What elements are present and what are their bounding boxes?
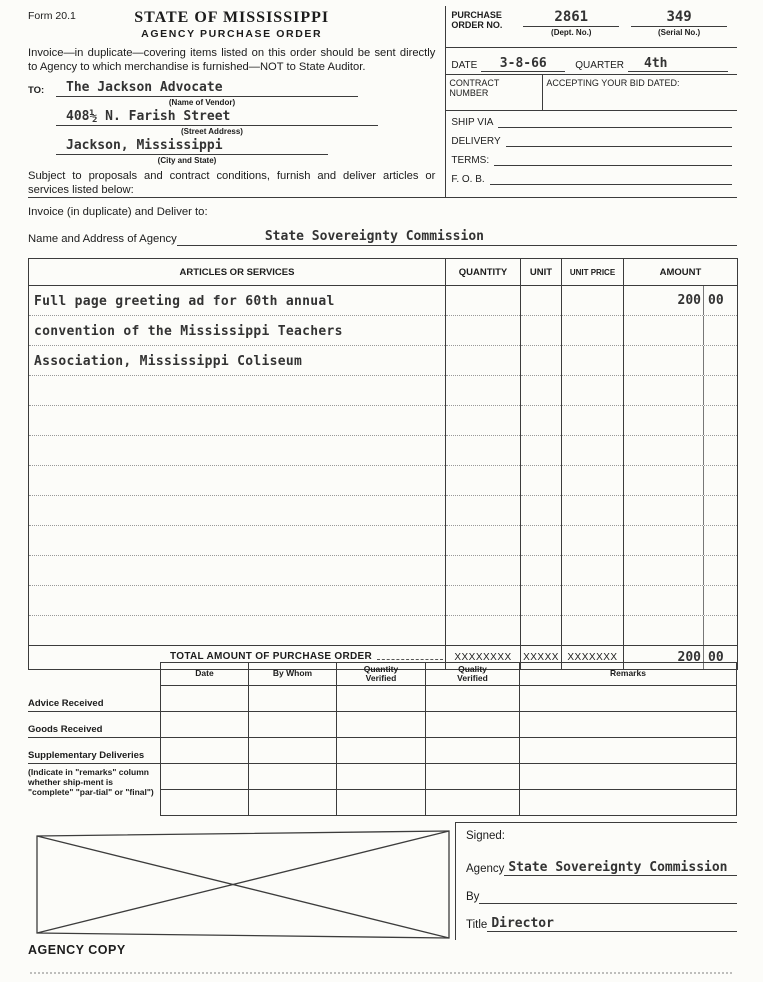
amount-header: AMOUNT — [624, 259, 738, 286]
form-subtitle: AGENCY PURCHASE ORDER — [141, 28, 323, 40]
purchase-order-number-row — [446, 6, 737, 48]
vendor-city-value: Jackson, Mississippi — [66, 138, 223, 154]
deliver-to-section — [28, 200, 737, 246]
articles-header: ARTICLES OR SERVICES — [29, 259, 446, 286]
vendor-city-line — [56, 136, 328, 155]
quarter-label: QUARTER — [575, 60, 624, 71]
item-qty-cell — [446, 496, 521, 526]
total-unit-fill: XXXXX — [521, 646, 562, 670]
terms-field — [446, 149, 737, 168]
purchase-order-label-line2: ORDER NO. — [451, 20, 503, 30]
item-price-cell — [562, 586, 624, 616]
item-unit-cell — [521, 406, 562, 436]
item-amount-cell — [624, 286, 738, 316]
date-label: DATE — [451, 60, 478, 71]
item-unit-cell — [521, 346, 562, 376]
verify-label-column-header — [28, 662, 160, 686]
serial-no-field — [625, 8, 733, 47]
total-unit-price-fill: XXXXXXX — [562, 646, 624, 670]
header-left-column — [28, 6, 445, 197]
item-price-cell — [562, 556, 624, 586]
item-qty-cell — [446, 556, 521, 586]
item-amount-cell — [624, 346, 738, 376]
item-qty-cell — [446, 436, 521, 466]
total-amount-cents: 00 — [708, 650, 724, 665]
crossed-out-box — [36, 830, 451, 940]
item-price-cell — [562, 316, 624, 346]
vendor-city-caption: (City and State) — [157, 156, 217, 166]
item-desc-cell — [29, 346, 446, 376]
item-qty-cell — [446, 316, 521, 346]
verify-cell — [249, 712, 337, 738]
item-price-cell — [562, 376, 624, 406]
vendor-name-caption: (Name of Vendor) — [168, 98, 236, 108]
title-signature-line — [487, 916, 737, 932]
contract-number-label: CONTRACT NUMBER — [446, 75, 543, 110]
form-header-section — [28, 6, 737, 198]
item-desc-cell — [29, 526, 446, 556]
item-amount-dollars: 200 — [677, 293, 701, 308]
item-row — [29, 616, 738, 646]
supplementary-deliveries-label: Supplementary Deliveries — [28, 738, 160, 764]
item-row — [29, 526, 738, 556]
item-amount-cell — [624, 616, 738, 646]
item-desc-cell — [29, 376, 446, 406]
agency-label: Agency — [466, 863, 505, 875]
verify-cell — [426, 686, 520, 712]
remarks-note: (Indicate in "remarks" column whether ship-ment is "complete" "par-tial" or "final") — [28, 767, 154, 797]
item-unit-cell — [521, 436, 562, 466]
header-right-column — [445, 6, 737, 197]
item-amount-cell — [624, 556, 738, 586]
verify-cell — [337, 712, 426, 738]
subject-note: Subject to proposals and contract conditions, furnish and deliver articles or services listed below: — [28, 170, 436, 196]
advice-received-label: Advice Received — [28, 686, 160, 712]
item-price-cell — [562, 616, 624, 646]
item-unit-cell — [521, 376, 562, 406]
item-amount-cell — [624, 436, 738, 466]
verify-header-quantity-verified — [337, 662, 426, 686]
quantity-header: QUANTITY — [446, 259, 521, 286]
verify-cell — [160, 686, 249, 712]
dept-no-line — [523, 8, 619, 27]
verify-cell — [520, 686, 737, 712]
agency-signature-row — [466, 848, 737, 876]
form-title: STATE OF MISSISSIPPI — [134, 9, 330, 26]
title-signature-value: Director — [491, 916, 554, 931]
verify-cell — [520, 712, 737, 738]
item-amount-cell — [624, 376, 738, 406]
item-unit-cell — [521, 616, 562, 646]
voided-box-area — [28, 822, 455, 940]
dept-no-caption: (Dept. No.) — [551, 28, 592, 37]
item-desc-cell — [29, 496, 446, 526]
unit-header: UNIT — [521, 259, 562, 286]
item-description: convention of the Mississippi Teachers — [34, 323, 343, 339]
item-row — [29, 496, 738, 526]
item-desc-cell — [29, 616, 446, 646]
item-row — [29, 436, 738, 466]
verify-header-quality-verified — [426, 662, 520, 686]
verify-cell — [520, 764, 737, 790]
delivery-label: DELIVERY — [451, 136, 501, 147]
dept-no-field — [517, 8, 625, 47]
item-unit-cell — [521, 556, 562, 586]
item-unit-cell — [521, 586, 562, 616]
agency-signature-value: State Sovereignty Commission — [508, 860, 728, 875]
contract-row — [446, 75, 737, 111]
item-price-cell — [562, 496, 624, 526]
verify-cell — [426, 790, 520, 816]
dept-no-value: 2861 — [554, 9, 589, 25]
fob-field — [446, 168, 737, 187]
items-header-row — [29, 259, 738, 286]
terms-blank-line — [494, 153, 732, 166]
item-desc-cell — [29, 556, 446, 586]
verify-cell — [160, 712, 249, 738]
ship-via-blank-line — [498, 115, 732, 128]
by-signature-line — [479, 903, 737, 904]
vendor-name-row — [28, 78, 435, 97]
item-qty-cell — [446, 346, 521, 376]
item-row — [29, 556, 738, 586]
purchase-order-label-line1: PURCHASE — [451, 10, 502, 20]
verify-cell — [426, 764, 520, 790]
item-amount-cents: 00 — [708, 293, 724, 308]
bottom-section — [28, 822, 737, 940]
verify-cell — [160, 738, 249, 764]
unit-price-header: UNIT PRICE — [562, 259, 624, 286]
item-amount-cell — [624, 466, 738, 496]
verify-cell — [249, 790, 337, 816]
item-description: Full page greeting ad for 60th annual — [34, 293, 335, 309]
item-qty-cell — [446, 376, 521, 406]
verify-cell — [337, 790, 426, 816]
item-amount-cell — [624, 406, 738, 436]
verify-header-quantity-verified-label: Quantity Verified — [363, 663, 399, 683]
scan-noise-dots — [30, 972, 732, 977]
item-desc-cell — [29, 406, 446, 436]
fob-blank-line — [490, 172, 732, 185]
purchase-order-label — [451, 8, 517, 47]
delivery-field — [446, 130, 737, 149]
vendor-street-value: 408½ N. Farish Street — [66, 109, 231, 125]
item-price-cell — [562, 466, 624, 496]
verify-cell — [249, 738, 337, 764]
item-price-cell — [562, 286, 624, 316]
by-label: By — [466, 891, 480, 903]
item-price-cell — [562, 436, 624, 466]
vendor-street-line — [56, 107, 378, 126]
total-label: TOTAL AMOUNT OF PURCHASE ORDER — [170, 650, 372, 662]
invoice-deliver-label: Invoice (in duplicate) and Deliver to: — [28, 206, 208, 218]
ship-via-field — [446, 111, 737, 130]
total-leader-line — [377, 659, 443, 660]
quarter-value: 4th — [628, 56, 728, 72]
title-label: Title — [466, 919, 488, 931]
accepting-bid-label: ACCEPTING YOUR BID DATED: — [546, 78, 680, 88]
verify-cell — [520, 790, 737, 816]
verify-cell — [426, 738, 520, 764]
verify-cell — [249, 686, 337, 712]
item-qty-cell — [446, 616, 521, 646]
item-unit-cell — [521, 316, 562, 346]
title-block — [28, 6, 435, 40]
goods-received-label: Goods Received — [28, 712, 160, 738]
item-row — [29, 586, 738, 616]
ship-via-label: SHIP VIA — [451, 117, 494, 128]
signed-label: Signed: — [466, 830, 506, 842]
item-description: Association, Mississippi Coliseum — [34, 353, 303, 369]
fob-label: F. O. B. — [451, 174, 485, 185]
verify-cell — [426, 712, 520, 738]
agency-name-line — [177, 227, 737, 246]
item-desc-cell — [29, 316, 446, 346]
item-amount-cell — [624, 586, 738, 616]
item-row — [29, 286, 738, 316]
verify-cell — [337, 686, 426, 712]
verify-cell — [249, 764, 337, 790]
vendor-name-line — [56, 78, 358, 97]
item-price-cell — [562, 346, 624, 376]
invoice-instructions: Invoice—in duplicate—covering items listed on this order should be sent directly to Agency to which merchandise is furnished—NOT to State Auditor. — [28, 47, 436, 73]
item-row — [29, 466, 738, 496]
agency-copy-label: AGENCY COPY — [28, 943, 126, 957]
item-qty-cell — [446, 586, 521, 616]
item-desc-cell — [29, 286, 446, 316]
agency-name-value: State Sovereignty Commission — [264, 229, 484, 244]
verify-cell — [337, 738, 426, 764]
item-row — [29, 406, 738, 436]
vendor-street-caption: (Street Address) — [181, 127, 243, 137]
item-row — [29, 316, 738, 346]
item-qty-cell — [446, 526, 521, 556]
item-price-cell — [562, 526, 624, 556]
verify-cell — [160, 764, 249, 790]
item-qty-cell — [446, 406, 521, 436]
serial-no-value: 349 — [666, 9, 692, 25]
total-quantity-fill: XXXXXXXX — [446, 646, 521, 670]
total-amount-dollars: 200 — [677, 650, 701, 665]
item-unit-cell — [521, 286, 562, 316]
verify-header-by-whom: By Whom — [249, 662, 337, 686]
item-unit-cell — [521, 496, 562, 526]
item-unit-cell — [521, 526, 562, 556]
delivery-blank-line — [506, 134, 732, 147]
signature-section — [455, 822, 737, 940]
form-number: Form 20.1 — [28, 10, 76, 22]
verify-header-remarks: Remarks — [520, 662, 737, 686]
items-table — [28, 258, 738, 670]
item-desc-cell — [29, 466, 446, 496]
verify-header-date: Date — [160, 662, 249, 686]
item-amount-cell — [624, 316, 738, 346]
item-row — [29, 376, 738, 406]
item-qty-cell — [446, 286, 521, 316]
verify-cell — [520, 738, 737, 764]
item-row — [29, 346, 738, 376]
agency-name-row — [28, 227, 737, 246]
item-desc-cell — [29, 586, 446, 616]
to-label: TO: — [28, 85, 45, 97]
terms-label: TERMS: — [451, 155, 490, 166]
serial-no-line — [631, 8, 727, 27]
serial-no-caption: (Serial No.) — [657, 28, 701, 37]
date-quarter-row — [446, 48, 737, 75]
agency-address-label: Name and Address of Agency — [28, 233, 177, 245]
item-desc-cell — [29, 436, 446, 466]
item-amount-cell — [624, 526, 738, 556]
date-value: 3-8-66 — [481, 56, 565, 72]
item-amount-cell — [624, 496, 738, 526]
verification-table — [28, 662, 737, 816]
item-qty-cell — [446, 466, 521, 496]
title-signature-row — [466, 904, 737, 932]
agency-signature-line — [504, 860, 737, 876]
item-unit-cell — [521, 466, 562, 496]
vendor-name-value: The Jackson Advocate — [66, 80, 223, 96]
verify-header-quality-verified-label: Quality Verified — [457, 663, 488, 683]
verify-cell — [337, 764, 426, 790]
item-price-cell — [562, 406, 624, 436]
by-signature-row — [466, 876, 737, 904]
verify-cell — [160, 790, 249, 816]
